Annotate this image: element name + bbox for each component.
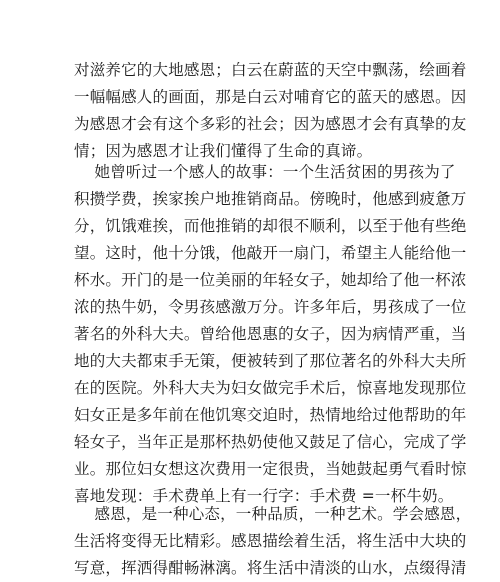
- paragraph-story: [74, 159, 467, 510]
- text-line: 浓的热牛奶，令男孩感激万分。许多年后，男孩成了一位: [74, 298, 467, 316]
- text-line: 望。这时，他十分饿，他敲开一扇门，希望主人能给他一: [74, 244, 467, 262]
- paragraph-gratitude-nature: [74, 57, 467, 165]
- text-line: 妇女正是多年前在他饥寒交迫时，热情地给过他帮助的年: [74, 406, 467, 424]
- text-line: 在的医院。外科大夫为妇女做完手术后，惊喜地发现那位: [74, 379, 467, 397]
- text-line: 积攒学费，挨家挨户地推销商品。傍晚时，他感到疲惫万: [74, 190, 467, 208]
- text-line: 对滋养它的大地感恩；白云在蔚蓝的天空中飘荡，绘画着: [74, 61, 467, 79]
- text-line: 轻女子，当年正是那杯热奶使他又鼓足了信心，完成了学: [74, 433, 467, 451]
- text-line: 她曾听过一个感人的故事：一个生活贫困的男孩为了: [74, 163, 456, 181]
- text-line: 为感恩才会有这个多彩的社会；因为感恩才会有真挚的友: [74, 115, 467, 133]
- text-line: 业。那位妇女想这次费用一定很贵，当她鼓起勇气看时惊: [74, 460, 467, 478]
- text-line: 喜地发现：手术费单上有一行字：手术费 =一杯牛奶。: [74, 487, 454, 505]
- text-line: 杯水。开门的是一位美丽的年轻女子，她却给了他一杯浓: [74, 271, 467, 289]
- text-line: 一幅幅感人的画面，那是白云对哺育它的蓝天的感恩。因: [74, 88, 467, 106]
- text-line: 分，饥饿难挨，而他推销的却很不顺利，以至于他有些绝: [74, 217, 467, 235]
- text-line: 著名的外科大夫。曾给他恩惠的女子，因为病情严重，当: [74, 325, 467, 343]
- text-line: 写意，挥洒得酣畅淋漓。将生活中清淡的山水，点缀得清: [74, 559, 467, 577]
- text-line: 情；因为感恩才让我们懂得了生命的真谛。: [74, 142, 373, 160]
- paragraph-gratitude-attitude: [74, 501, 472, 582]
- text-line: 生活将变得无比精彩。感恩描绘着生活，将生活中大块的: [74, 532, 467, 550]
- text-line: 感恩，是一种心态，一种品质，一种艺术。学会感恩，: [74, 505, 472, 523]
- text-line: 地的大夫都束手无策，便被转到了那位著名的外科大夫所: [74, 352, 467, 370]
